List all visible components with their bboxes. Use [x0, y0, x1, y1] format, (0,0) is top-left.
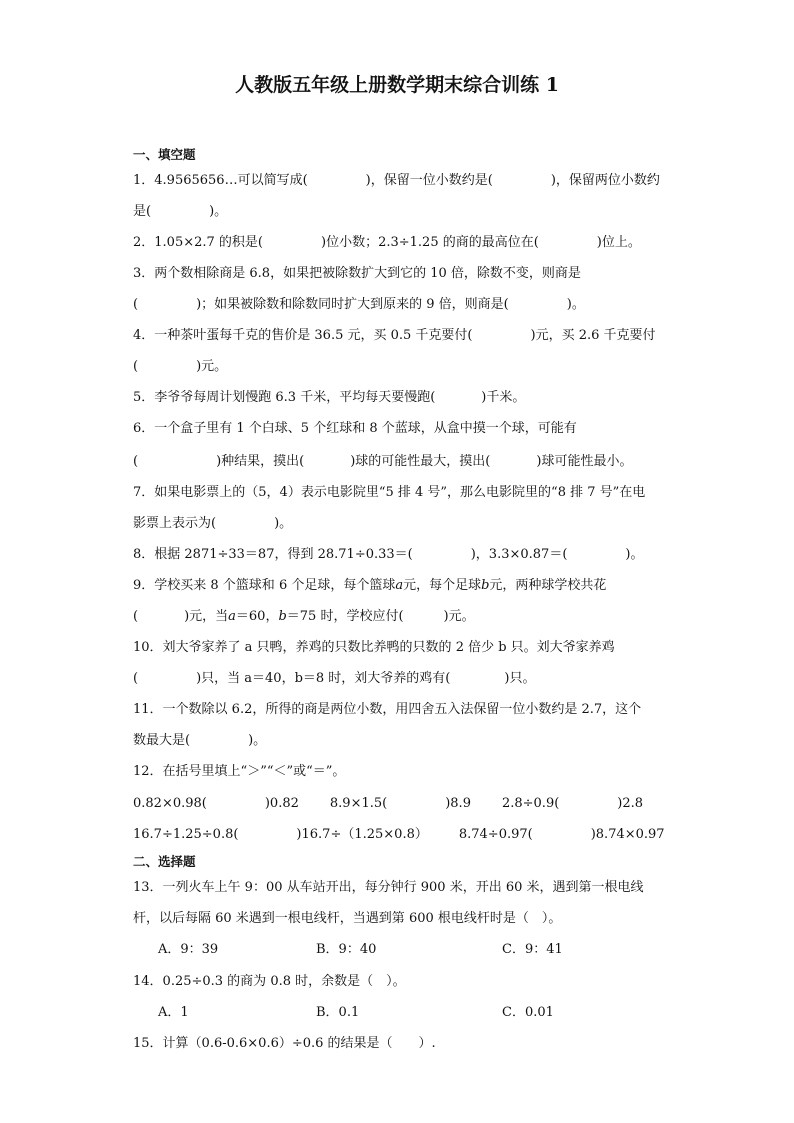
page-title: 人教版五年级上册数学期末综合训练 1 [235, 74, 559, 96]
question-4-line-2: ( )元。 [133, 359, 228, 374]
question-14: 14．0.25÷0.3 的商为 0.8 时，余数是（ ）。 [133, 974, 406, 989]
question-10-line-2: ( )只，当 a＝40，b＝8 时，刘大爷养的鸡有( )只。 [133, 671, 536, 686]
question-4-line-1: 4．一种茶叶蛋每千克的售价是 36.5 元，买 0.5 千克要付( )元，买 2.6 千克要付 [133, 328, 656, 343]
question-10-line-1: 10．刘大爷家养了 a 只鸭，养鸡的只数比养鸭的只数的 2 倍少 b 只。刘大爷家养鸡 [133, 640, 615, 655]
question-14-option-c: C．0.01 [502, 1005, 554, 1020]
question-12-row-2: 16.7÷1.25÷0.8( )16.7÷（1.25×0.8） 8.74÷0.97( )8.74×0.97 [133, 827, 665, 842]
question-11-line-1: 11．一个数除以 6.2，所得的商是两位小数，用四舍五入法保留一位小数约是 2.7，这个 [133, 702, 642, 717]
question-11-line-2: 数最大是( )。 [133, 733, 267, 748]
question-14-option-b: B．0.1 [316, 1005, 360, 1020]
question-6-line-2: ( )种结果，摸出( )球的可能性最大，摸出( )球可能性最小。 [133, 454, 633, 469]
question-13-option-b: B．9：40 [316, 942, 377, 957]
question-3-line-2: ( )；如果被除数和除数同时扩大到原来的 9 倍，则商是( )。 [133, 297, 585, 312]
question-13-line-1: 13．一列火车上午 9：00 从车站开出，每分钟行 900 米，开出 60 米，遇到第一根电线 [133, 880, 644, 895]
question-6-line-1: 6．一个盒子里有 1 个白球、5 个红球和 8 个蓝球，从盒中摸一个球，可能有 [133, 421, 577, 436]
section-fill-heading: 一、填空题 [133, 147, 196, 162]
question-7-line-1: 7．如果电影票上的（5，4）表示电影院里“5 排 4 号”，那么电影院里的“8 排 7 号”在电 [133, 485, 646, 500]
question-8: 8．根据 2871÷33＝87，得到 28.71÷0.33＝( )，3.3×0.87＝( )。 [133, 547, 644, 562]
question-9-line-2: ( )元，当𝑎＝60，𝑏＝75 时，学校应付( )元。 [133, 609, 475, 624]
question-1-line-1: 1．4.9565656…可以简写成( )，保留一位小数约是( )，保留两位小数约 [133, 173, 660, 188]
question-12-row-1: 0.82×0.98( )0.82 8.9×1.5( )8.9 2.8÷0.9( )2.8 [133, 796, 644, 811]
question-14-option-a: A．1 [158, 1005, 189, 1020]
question-9-line-1: 9．学校买来 8 个篮球和 6 个足球，每个篮球𝑎元，每个足球𝑏元，两种球学校共花 [133, 578, 607, 593]
question-2: 2．1.05×2.7 的积是( )位小数；2.3÷1.25 的商的最高位在( )位上。 [133, 235, 641, 250]
question-5: 5．李爷爷每周计划慢跑 6.3 千米，平均每天要慢跑( )千米。 [133, 390, 526, 405]
question-12: 12．在括号里填上“＞”“＜”或“＝”。 [133, 764, 346, 779]
question-15: 15．计算（0.6-0.6×0.6）÷0.6 的结果是（ ）. [133, 1036, 436, 1051]
question-13-option-a: A．9：39 [158, 942, 219, 957]
question-13-line-2: 杆，以后每隔 60 米遇到一根电线杆，当遇到第 600 根电线杆时是（ ）。 [133, 911, 562, 926]
question-3-line-1: 3．两个数相除商是 6.8，如果把被除数扩大到它的 10 倍，除数不变，则商是 [133, 266, 581, 281]
question-13-option-c: C．9：41 [502, 942, 563, 957]
question-7-line-2: 影票上表示为( )。 [133, 516, 293, 531]
question-1-line-2: 是( )。 [133, 204, 228, 219]
section-choice-heading: 二、选择题 [133, 854, 196, 869]
